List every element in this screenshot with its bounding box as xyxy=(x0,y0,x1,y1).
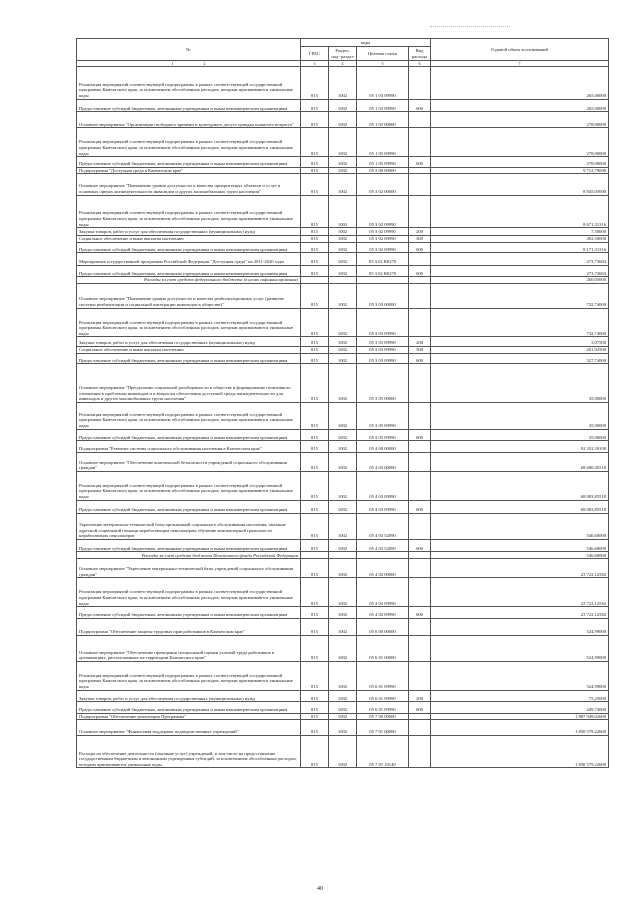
row-sum: 35,00000 xyxy=(431,364,609,402)
row-vr xyxy=(409,364,431,402)
table-row xyxy=(77,429,609,441)
table-row xyxy=(77,635,609,661)
row-vr xyxy=(409,471,431,500)
colnum-3: 3 xyxy=(301,61,329,67)
row-sum: 68 083,85518 xyxy=(431,500,609,513)
row-razdel: 1002 xyxy=(329,452,357,471)
row-razdel xyxy=(329,552,357,559)
row-razdel xyxy=(329,277,357,284)
row-grbs: 815 xyxy=(301,471,329,500)
row-csr xyxy=(357,277,409,284)
row-sum: 92 352,39100 xyxy=(431,441,609,453)
row-csr: 05 3 05 00000 xyxy=(357,364,409,402)
row-name: Подпрограмма "Доступная среда в Камчатском крае" xyxy=(77,167,301,174)
row-sum: 278,00000 xyxy=(431,112,609,128)
row-sum: 527,74000 xyxy=(431,353,609,364)
row-vr xyxy=(409,514,431,540)
row-csr: 05 4 04 09990 xyxy=(357,578,409,607)
row-sum: 732,74000 xyxy=(431,308,609,337)
row-razdel: 1002 xyxy=(329,618,357,635)
row-name: Предоставление субсидий бюджетным, автономным учреждениям и иным некоммерческим организациям xyxy=(77,500,301,513)
table-row xyxy=(77,347,609,354)
row-vr: 600 xyxy=(409,265,431,277)
row-sum: 68 680,45518 xyxy=(431,452,609,471)
row-sum: 265,00000 xyxy=(431,67,609,100)
row-razdel: 1002 xyxy=(329,283,357,308)
row-vr: 300 xyxy=(409,347,431,354)
row-razdel: 1002 xyxy=(329,607,357,619)
table-row xyxy=(77,337,609,347)
row-grbs: 815 xyxy=(301,578,329,607)
table-row xyxy=(77,452,609,471)
row-csr: 05 6 00 00000 xyxy=(357,618,409,635)
row-grbs: 815 xyxy=(301,337,329,347)
table-row xyxy=(77,235,609,242)
row-vr xyxy=(409,402,431,429)
row-sum: 7,50000 xyxy=(431,228,609,236)
row-vr xyxy=(409,441,431,453)
row-grbs: 815 xyxy=(301,235,329,242)
row-razdel: 1002 xyxy=(329,195,357,228)
row-name: Основное мероприятие "Обеспечение проведения специальной оценки условий труда работников в организациях, расположенных на территории Камчатского края" xyxy=(77,635,301,661)
row-razdel: 1002 xyxy=(329,713,357,720)
table-row xyxy=(77,539,609,551)
row-vr xyxy=(409,635,431,661)
row-name: Предоставление субсидий бюджетным, автономным учреждениям и иным некоммерческим организациям xyxy=(77,429,301,441)
row-name: Закупка товаров, работ и услуг для обеспечения государственных (муниципальных) нужд xyxy=(77,690,301,702)
row-name: Подпрограмма "Обеспечение реализации Программы" xyxy=(77,713,301,720)
row-vr: 200 xyxy=(409,690,431,702)
row-sum: 23 722,12582 xyxy=(431,607,609,619)
row-grbs: 815 xyxy=(301,157,329,168)
row-name: Реализация мероприятий соответствующей подпрограммы в рамках соответствующей государственной программы Камчатского края, за исключением обособленных расходов, которым присваиваются уникальные коды xyxy=(77,128,301,157)
row-name: Мероприятия государственной программы Российской Федерации "Доступная среда" на 2011-2020 годы xyxy=(77,253,301,265)
row-grbs xyxy=(301,552,329,559)
row-vr: 200 xyxy=(409,337,431,347)
row-sum: 524,99000 xyxy=(431,635,609,661)
row-razdel: 1002 xyxy=(329,429,357,441)
row-sum: 3,07500 xyxy=(431,337,609,347)
budget-table-container xyxy=(76,38,608,768)
row-name: Основное мероприятие "Обеспечение комплексной безопасности учреждений социального обслуживания граждан" xyxy=(77,452,301,471)
row-csr: 05 3 03 09990 xyxy=(357,353,409,364)
row-grbs: 815 xyxy=(301,618,329,635)
row-csr: 05 3 03 09990 xyxy=(357,308,409,337)
row-grbs: 815 xyxy=(301,607,329,619)
row-grbs: 815 xyxy=(301,128,329,157)
row-grbs: 815 xyxy=(301,702,329,714)
row-sum: 524,99000 xyxy=(431,618,609,635)
row-name: Основное мероприятие "Повышение уровня доступности и качества приоритетных объектов и услуг в основных сферах жизнедеятельности инвалидов и других маломобильных групп населения" xyxy=(77,174,301,195)
row-vr xyxy=(409,174,431,195)
row-sum: 524,99000 xyxy=(431,661,609,690)
row-name: Социальное обеспечение и иные выплаты населению xyxy=(77,235,301,242)
row-razdel: 1002 xyxy=(329,702,357,714)
row-name: Основное мероприятие "Организация свободного времени и культурного досуга граждан пожилого возраста" xyxy=(77,112,301,128)
row-grbs: 815 xyxy=(301,720,329,735)
row-csr: 05 3 02 09990 xyxy=(357,242,409,253)
row-csr: 05 6 01 09990 xyxy=(357,690,409,702)
row-csr: 05 1 05 09990 xyxy=(357,128,409,157)
colnum-4: 4 xyxy=(329,61,357,67)
row-sum: 1 850 579,22600 xyxy=(431,735,609,768)
colnum-5: 5 xyxy=(357,61,409,67)
row-name: Предоставление субсидий бюджетным, автономным учреждениям и иным некоммерческим организациям xyxy=(77,539,301,551)
row-vr: 600 xyxy=(409,607,431,619)
table-row xyxy=(77,228,609,236)
row-vr: 600 xyxy=(409,539,431,551)
row-razdel: 1002 xyxy=(329,441,357,453)
row-vr: 200 xyxy=(409,228,431,236)
row-sum: 1 887 949,02600 xyxy=(431,713,609,720)
table-row xyxy=(77,364,609,402)
row-vr: 600 xyxy=(409,702,431,714)
row-sum: 546,60000 xyxy=(431,539,609,551)
row-csr: 05 3 02 R0270 xyxy=(357,253,409,265)
header-grbs: ГРБС xyxy=(301,47,329,61)
table-row xyxy=(77,308,609,337)
table-row xyxy=(77,67,609,100)
row-name: Реализация мероприятий соответствующей подпрограммы в рамках соответствующей государственной программы Камчатского края, за исключением обособленных расходов, которым присваиваются уникальные коды xyxy=(77,402,301,429)
row-name: Предоставление субсидий бюджетным, автономным учреждениям и иным некоммерческим организациям xyxy=(77,99,301,111)
row-csr: 05 6 01 09990 xyxy=(357,702,409,714)
header-name: № xyxy=(77,39,301,61)
row-csr: 05 1 05 09990 xyxy=(357,157,409,168)
row-csr: 05 1 05 00000 xyxy=(357,112,409,128)
row-name: Укрепление материально-технической базы организаций социального обслуживания населения, оказание адресной социальной помощи неработающим пенсионерам, обучение компьютерной грамотности неработающих пенсионеров xyxy=(77,514,301,540)
table-row xyxy=(77,112,609,128)
row-sum: 1 850 579,22600 xyxy=(431,720,609,735)
row-sum: 273,73684 xyxy=(431,253,609,265)
row-grbs: 815 xyxy=(301,514,329,540)
row-name: Предоставление субсидий бюджетным, автономным учреждениям и иным некоммерческим организациям xyxy=(77,702,301,714)
table-row xyxy=(77,514,609,540)
header-razdel: Раздел, под- раздел xyxy=(329,47,357,61)
row-name: Основное мероприятие "Повышение уровня доступности и качества реабилитационных услуг (развитие системы реабилитации и социальной интеграции инвалидов в обществе)" xyxy=(77,283,301,308)
colnum-7: 7 xyxy=(431,61,609,67)
row-name: Основное мероприятие "Укрепление материально-технической базы учреждений социального обслуживания граждан" xyxy=(77,559,301,578)
row-grbs: 815 xyxy=(301,167,329,174)
row-grbs: 815 xyxy=(301,690,329,702)
row-vr xyxy=(409,67,431,100)
row-sum: 260,05000 xyxy=(431,277,609,284)
row-grbs: 815 xyxy=(301,402,329,429)
row-vr: 600 xyxy=(409,500,431,513)
row-vr xyxy=(409,112,431,128)
row-name: Предоставление субсидий бюджетным, автономным учреждениям и иным некоммерческим организациям xyxy=(77,607,301,619)
row-csr: 05 3 05 09990 xyxy=(357,402,409,429)
row-vr: 600 xyxy=(409,99,431,111)
row-grbs: 815 xyxy=(301,308,329,337)
table-row xyxy=(77,735,609,768)
row-razdel: 1002 xyxy=(329,157,357,168)
row-sum: 23 722,12582 xyxy=(431,578,609,607)
row-name: Предоставление субсидий бюджетным, автономным учреждениям и иным некоммерческим организациям xyxy=(77,242,301,253)
row-razdel: 1002 xyxy=(329,174,357,195)
table-row xyxy=(77,702,609,714)
row-csr: 05 7 01 00000 xyxy=(357,720,409,735)
row-sum: 278,00000 xyxy=(431,128,609,157)
row-razdel: 1002 xyxy=(329,735,357,768)
budget-table xyxy=(76,38,609,768)
table-row xyxy=(77,253,609,265)
row-sum: 23 722,12582 xyxy=(431,559,609,578)
row-grbs: 815 xyxy=(301,713,329,720)
row-vr xyxy=(409,661,431,690)
table-row xyxy=(77,195,609,228)
row-sum: 35,00000 xyxy=(431,429,609,441)
row-razdel: 1002 xyxy=(329,690,357,702)
row-csr: 05 4 03 52090 xyxy=(357,514,409,540)
row-sum: 492,50000 xyxy=(431,235,609,242)
row-sum: 68 083,85518 xyxy=(431,471,609,500)
row-vr xyxy=(409,559,431,578)
row-csr: 05 3 03 00000 xyxy=(357,283,409,308)
row-csr: 05 4 03 00000 xyxy=(357,452,409,471)
row-vr: 600 xyxy=(409,242,431,253)
row-sum: 546,60000 xyxy=(431,514,609,540)
row-name: Реализация мероприятий соответствующей подпрограммы в рамках соответствующей государственной программы Камчатского края, за исключением обособленных расходов, которым присваиваются уникальные коды xyxy=(77,67,301,100)
row-vr: 600 xyxy=(409,157,431,168)
row-grbs: 815 xyxy=(301,195,329,228)
table-row xyxy=(77,720,609,735)
row-razdel: 1002 xyxy=(329,67,357,100)
row-sum: 75,25000 xyxy=(431,690,609,702)
row-vr xyxy=(409,277,431,284)
row-razdel: 1002 xyxy=(329,99,357,111)
row-csr: 05 4 03 09990 xyxy=(357,471,409,500)
row-grbs: 815 xyxy=(301,228,329,236)
row-sum: 265,00000 xyxy=(431,99,609,111)
row-csr xyxy=(357,552,409,559)
table-row xyxy=(77,471,609,500)
row-vr: 300 xyxy=(409,235,431,242)
table-row xyxy=(77,157,609,168)
row-grbs: 815 xyxy=(301,253,329,265)
row-csr: 05 4 00 00000 xyxy=(357,441,409,453)
row-grbs: 815 xyxy=(301,429,329,441)
table-row xyxy=(77,174,609,195)
row-razdel: 1002 xyxy=(329,265,357,277)
row-csr: 05 4 03 09990 xyxy=(357,500,409,513)
row-grbs: 815 xyxy=(301,364,329,402)
row-grbs: 815 xyxy=(301,500,329,513)
row-grbs: 815 xyxy=(301,635,329,661)
row-sum: 449,74000 xyxy=(431,702,609,714)
row-vr: 600 xyxy=(409,353,431,364)
row-grbs xyxy=(301,277,329,284)
row-grbs: 815 xyxy=(301,661,329,690)
row-razdel: 1002 xyxy=(329,347,357,354)
table-row xyxy=(77,283,609,308)
table-row xyxy=(77,402,609,429)
row-name: Предоставление субсидий бюджетным, автономным учреждениям и иным некоммерческим организациям xyxy=(77,157,301,168)
row-razdel: 1002 xyxy=(329,661,357,690)
row-csr: 05 3 02 09990 xyxy=(357,235,409,242)
row-grbs: 815 xyxy=(301,559,329,578)
row-name: Расходы за счет средств бюджета Пенсионного фонда Российской Федерации xyxy=(77,552,301,559)
row-csr: 05 1 03 09990 xyxy=(357,99,409,111)
row-name: Закупка товаров, работ и услуг для обеспечения государственных (муниципальных) нужд xyxy=(77,337,301,347)
row-vr xyxy=(409,308,431,337)
table-row xyxy=(77,353,609,364)
colnum-6: 6 xyxy=(409,61,431,67)
colnum-1-2: 1 2 xyxy=(77,61,301,67)
row-vr xyxy=(409,253,431,265)
table-row xyxy=(77,690,609,702)
row-razdel: 1002 xyxy=(329,235,357,242)
table-row xyxy=(77,713,609,720)
row-grbs: 815 xyxy=(301,347,329,354)
row-sum: 546,60000 xyxy=(431,552,609,559)
row-vr xyxy=(409,618,431,635)
table-row xyxy=(77,128,609,157)
table-row xyxy=(77,99,609,111)
row-grbs: 815 xyxy=(301,539,329,551)
row-razdel: 1002 xyxy=(329,539,357,551)
row-name: Подпрограмма "Обеспечение защиты трудовых прав работников в Камчатском крае" xyxy=(77,618,301,635)
row-sum: 8 671,31316 xyxy=(431,195,609,228)
row-grbs: 815 xyxy=(301,67,329,100)
row-csr: 05 4 03 52090 xyxy=(357,539,409,551)
row-razdel: 1002 xyxy=(329,112,357,128)
row-csr: 05 3 00 00000 xyxy=(357,167,409,174)
row-name: Расходы за счет средств федерального бюджета (в целях софинансирования) xyxy=(77,277,301,284)
row-vr xyxy=(409,128,431,157)
row-csr: 05 3 03 09990 xyxy=(357,337,409,347)
row-grbs: 815 xyxy=(301,283,329,308)
header-sum: Годовой объем ассигнований xyxy=(431,39,609,61)
row-csr: 05 3 03 09990 xyxy=(357,347,409,354)
row-grbs: 815 xyxy=(301,99,329,111)
row-vr xyxy=(409,283,431,308)
row-sum: 278,00000 xyxy=(431,157,609,168)
row-name: Расходы на обеспечение деятельности (оказание услуг) учреждений, в том числе на предоставление государственным бюджетным и автономным учреждениям субсидий, за исключением обособленных расходов, которым присваиваются уникальные коды xyxy=(77,735,301,768)
row-razdel: 1002 xyxy=(329,471,357,500)
row-csr: 05 4 04 00000 xyxy=(357,559,409,578)
row-vr xyxy=(409,452,431,471)
row-razdel: 1002 xyxy=(329,402,357,429)
row-grbs: 815 xyxy=(301,112,329,128)
row-name: Предоставление субсидий бюджетным, автономным учреждениям и иным некоммерческим организациям xyxy=(77,265,301,277)
row-vr xyxy=(409,195,431,228)
row-name: Реализация мероприятий соответствующей подпрограммы в рамках соответствующей государственной программы Камчатского края, за исключением обособленных расходов, которым присваиваются уникальные коды xyxy=(77,661,301,690)
row-razdel: 1002 xyxy=(329,514,357,540)
table-row xyxy=(77,618,609,635)
row-csr: 05 6 01 09990 xyxy=(357,661,409,690)
row-razdel: 1002 xyxy=(329,242,357,253)
table-row xyxy=(77,500,609,513)
row-grbs: 815 xyxy=(301,265,329,277)
row-csr: 05 7 00 00000 xyxy=(357,713,409,720)
row-name: Основное мероприятие "Финансовая поддержка подведомственных учреждений" xyxy=(77,720,301,735)
table-row xyxy=(77,578,609,607)
row-name: Предоставление субсидий бюджетным, автономным учреждениям и иным некоммерческим организациям xyxy=(77,353,301,364)
row-razdel: 1002 xyxy=(329,353,357,364)
row-name: Подпрограмма "Развитие системы социального обслуживания населения в Камчатском крае" xyxy=(77,441,301,453)
row-vr xyxy=(409,713,431,720)
row-csr: 05 6 01 00000 xyxy=(357,635,409,661)
header-csr: Целевая статья xyxy=(357,47,409,61)
row-name: Основное мероприятие "Преодоление социальной разобщенности в обществе и формирование позитивного отношения к проблемам инвалидов и к вопросам обеспечения доступной среды жизнедеятельности для инвалидов и других маломобильных групп населения" xyxy=(77,364,301,402)
row-razdel: 1002 xyxy=(329,167,357,174)
row-grbs: 815 xyxy=(301,441,329,453)
row-razdel: 1002 xyxy=(329,308,357,337)
row-vr xyxy=(409,167,431,174)
row-vr xyxy=(409,552,431,559)
row-razdel: 1002 xyxy=(329,228,357,236)
row-csr: 05 7 01 10140 xyxy=(357,735,409,768)
row-razdel: 1002 xyxy=(329,364,357,402)
row-sum: 732,74000 xyxy=(431,283,609,308)
table-row xyxy=(77,265,609,277)
table-note-row xyxy=(77,552,609,559)
row-vr xyxy=(409,720,431,735)
row-grbs: 815 xyxy=(301,353,329,364)
row-sum: 35,00000 xyxy=(431,402,609,429)
row-csr: 05 3 02 R0270 xyxy=(357,265,409,277)
table-row xyxy=(77,242,609,253)
page-number: 40 xyxy=(317,886,323,892)
row-razdel: 1002 xyxy=(329,500,357,513)
row-name: Реализация мероприятий соответствующей подпрограммы в рамках соответствующей государственной программы Камчатского края, за исключением обособленных расходов, которым присваиваются уникальные коды xyxy=(77,471,301,500)
table-note-row xyxy=(77,277,609,284)
scan-artifact xyxy=(430,26,510,31)
row-grbs: 815 xyxy=(301,174,329,195)
row-razdel: 1002 xyxy=(329,559,357,578)
row-name: Реализация мероприятий соответствующей подпрограммы в рамках соответствующей государственной программы Камчатского края, за исключением обособленных расходов, которым присваиваются уникальные коды xyxy=(77,195,301,228)
row-sum: 8 945,05000 xyxy=(431,174,609,195)
header-vr: Вид расхода xyxy=(409,47,431,61)
table-row xyxy=(77,661,609,690)
table-row xyxy=(77,559,609,578)
row-sum: 273,73684 xyxy=(431,265,609,277)
row-name: Реализация мероприятий соответствующей подпрограммы в рамках соответствующей государственной программы Камчатского края, за исключением обособленных расходов, которым присваиваются уникальные коды xyxy=(77,578,301,607)
row-csr: 05 3 05 09990 xyxy=(357,429,409,441)
row-sum: 201,92500 xyxy=(431,347,609,354)
row-csr: 05 3 02 00000 xyxy=(357,174,409,195)
row-vr: 600 xyxy=(409,429,431,441)
row-csr: 05 1 03 09990 xyxy=(357,67,409,100)
table-row xyxy=(77,441,609,453)
row-grbs: 815 xyxy=(301,735,329,768)
row-sum: 8 171,31316 xyxy=(431,242,609,253)
row-name: Социальное обеспечение и иные выплаты населению xyxy=(77,347,301,354)
header-codes: коды xyxy=(301,39,431,47)
row-razdel: 1002 xyxy=(329,253,357,265)
row-razdel: 1002 xyxy=(329,337,357,347)
row-name: Реализация мероприятий соответствующей подпрограммы в рамках соответствующей государственной программы Камчатского края, за исключением обособленных расходов, которым присваиваются уникальные коды xyxy=(77,308,301,337)
row-razdel: 1002 xyxy=(329,128,357,157)
row-vr xyxy=(409,735,431,768)
row-vr xyxy=(409,578,431,607)
table-row xyxy=(77,167,609,174)
row-razdel: 1002 xyxy=(329,635,357,661)
row-razdel: 1002 xyxy=(329,578,357,607)
row-sum: 9 712,79000 xyxy=(431,167,609,174)
row-csr: 05 3 02 09990 xyxy=(357,228,409,236)
row-csr: 05 3 02 09990 xyxy=(357,195,409,228)
row-razdel: 1002 xyxy=(329,720,357,735)
row-csr: 05 4 04 09990 xyxy=(357,607,409,619)
table-row xyxy=(77,607,609,619)
row-grbs: 815 xyxy=(301,452,329,471)
row-grbs: 815 xyxy=(301,242,329,253)
row-name: Закупка товаров, работ и услуг для обеспечения государственных (муниципальных) нужд xyxy=(77,228,301,236)
